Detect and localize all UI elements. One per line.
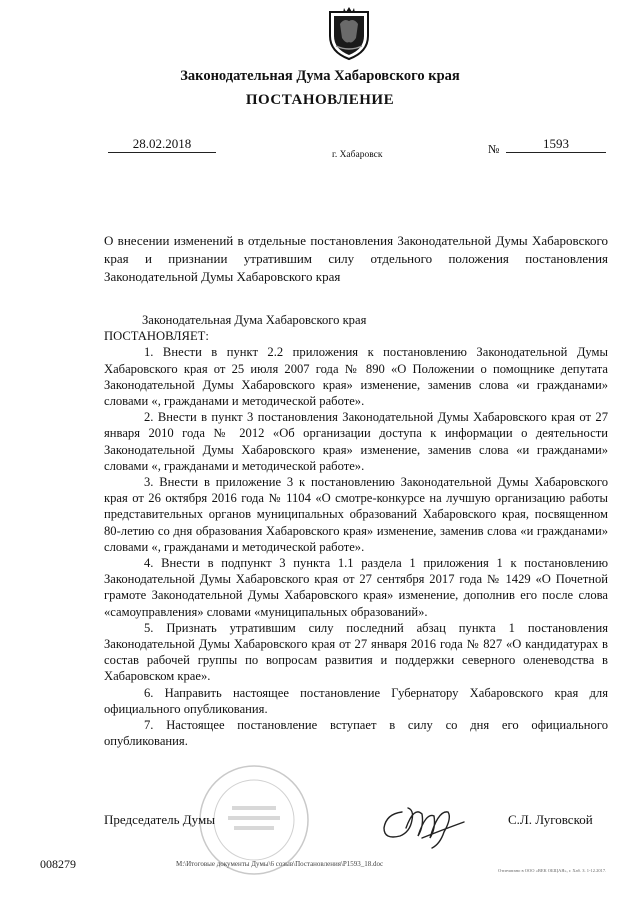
body-item-3: 3. Внести в приложение 3 к постановлению Законодательной Думы Хабаровского края от 26 октября 2016 года № 1104 «О смотре-конкурсе на лучшую организацию работы представительных органов муниципальных образований Хабаровского края, посвященном 80-летию со дня образования Хабаровского края» изменение, заменив слова «и гражданами» словами «, гражданами и методической работе». <box>104 475 608 554</box>
body-item-7: 7. Настоящее постановление вступает в силу со дня его официального опубликования. <box>104 718 608 749</box>
number-sign: № <box>488 142 500 156</box>
file-path: M:\Итоговые документы Думы\6 созыв\Постановления\P1593_18.doc <box>176 860 384 868</box>
signatory-name: С.Л. Луговской <box>508 812 593 827</box>
preamble: Законодательная Дума Хабаровского края <box>142 313 367 327</box>
coat-of-arms-icon <box>326 6 372 62</box>
document-subject: О внесении изменений в отдельные постановления Законодательной Думы Хабаровского края и признании утратившим силу отдельного положения постановления Законодательной Думы Хабаровского края <box>104 233 608 284</box>
handwritten-signature <box>372 792 472 852</box>
body-item-4: 4. Внести в подпункт 3 пункта 1.1 раздела 1 приложения 1 к постановлению Законодательной Думы Хабаровского края от 27 сентября 2017 года № 1429 «О Почетной грамоте Законодательной Думы Хабаровского края» изменение, дополнив его после слова «самоуправления» словами «муниципальных образований». <box>104 556 608 619</box>
body-item-5: 5. Признать утратившим силу последний абзац пункта 1 постановления Законодательной Думы Хабаровского края от 27 января 2016 года № 827 «О кандидатурах в состав рабочей группы по вопросам развития и поддержки северного оленеводства в Хабаровском крае». <box>104 620 608 684</box>
document-type: ПОСТАНОВЛЕНИЕ <box>245 92 395 108</box>
registration-number: 008279 <box>40 857 76 871</box>
print-footnote: Отпечатано в ООО «ВЕК ОБЩАЯ», г. Хаб. З. 1-12.2017. <box>498 868 607 873</box>
body-item-2: 2. Внести в пункт 3 постановления Законодательной Думы Хабаровского края от 27 января 2010 года № 2012 «Об организации доступа к информации о деятельности Законодательной Думы Хабаровского края» изменение, заменив слова «и гражданами» словами «, гражданами и методической работе». <box>104 410 608 473</box>
body-item-6: 6. Направить настоящее постановление Губернатору Хабаровского края для официального опубликования. <box>104 685 608 716</box>
document-date: 28.02.2018 <box>108 136 216 153</box>
document-city: г. Хабаровск <box>332 150 383 160</box>
document-number: 1593 <box>506 136 606 153</box>
document-body <box>104 312 608 749</box>
body-item-1: 1. Внести в пункт 2.2 приложения к постановлению Законодательной Думы Хабаровского края от 25 июля 2007 года № 890 «О Положении о помощнике депутата Законодательной Думы Хабаровского края» изменение, заменив слова «и гражданами» словами «, гражданами и методической работе». <box>104 345 608 409</box>
signatory-position: Председатель Думы <box>104 812 215 827</box>
organization-name: Законодательная Дума Хабаровского края <box>180 68 460 84</box>
resolves-heading: ПОСТАНОВЛЯЕТ: <box>104 329 209 344</box>
